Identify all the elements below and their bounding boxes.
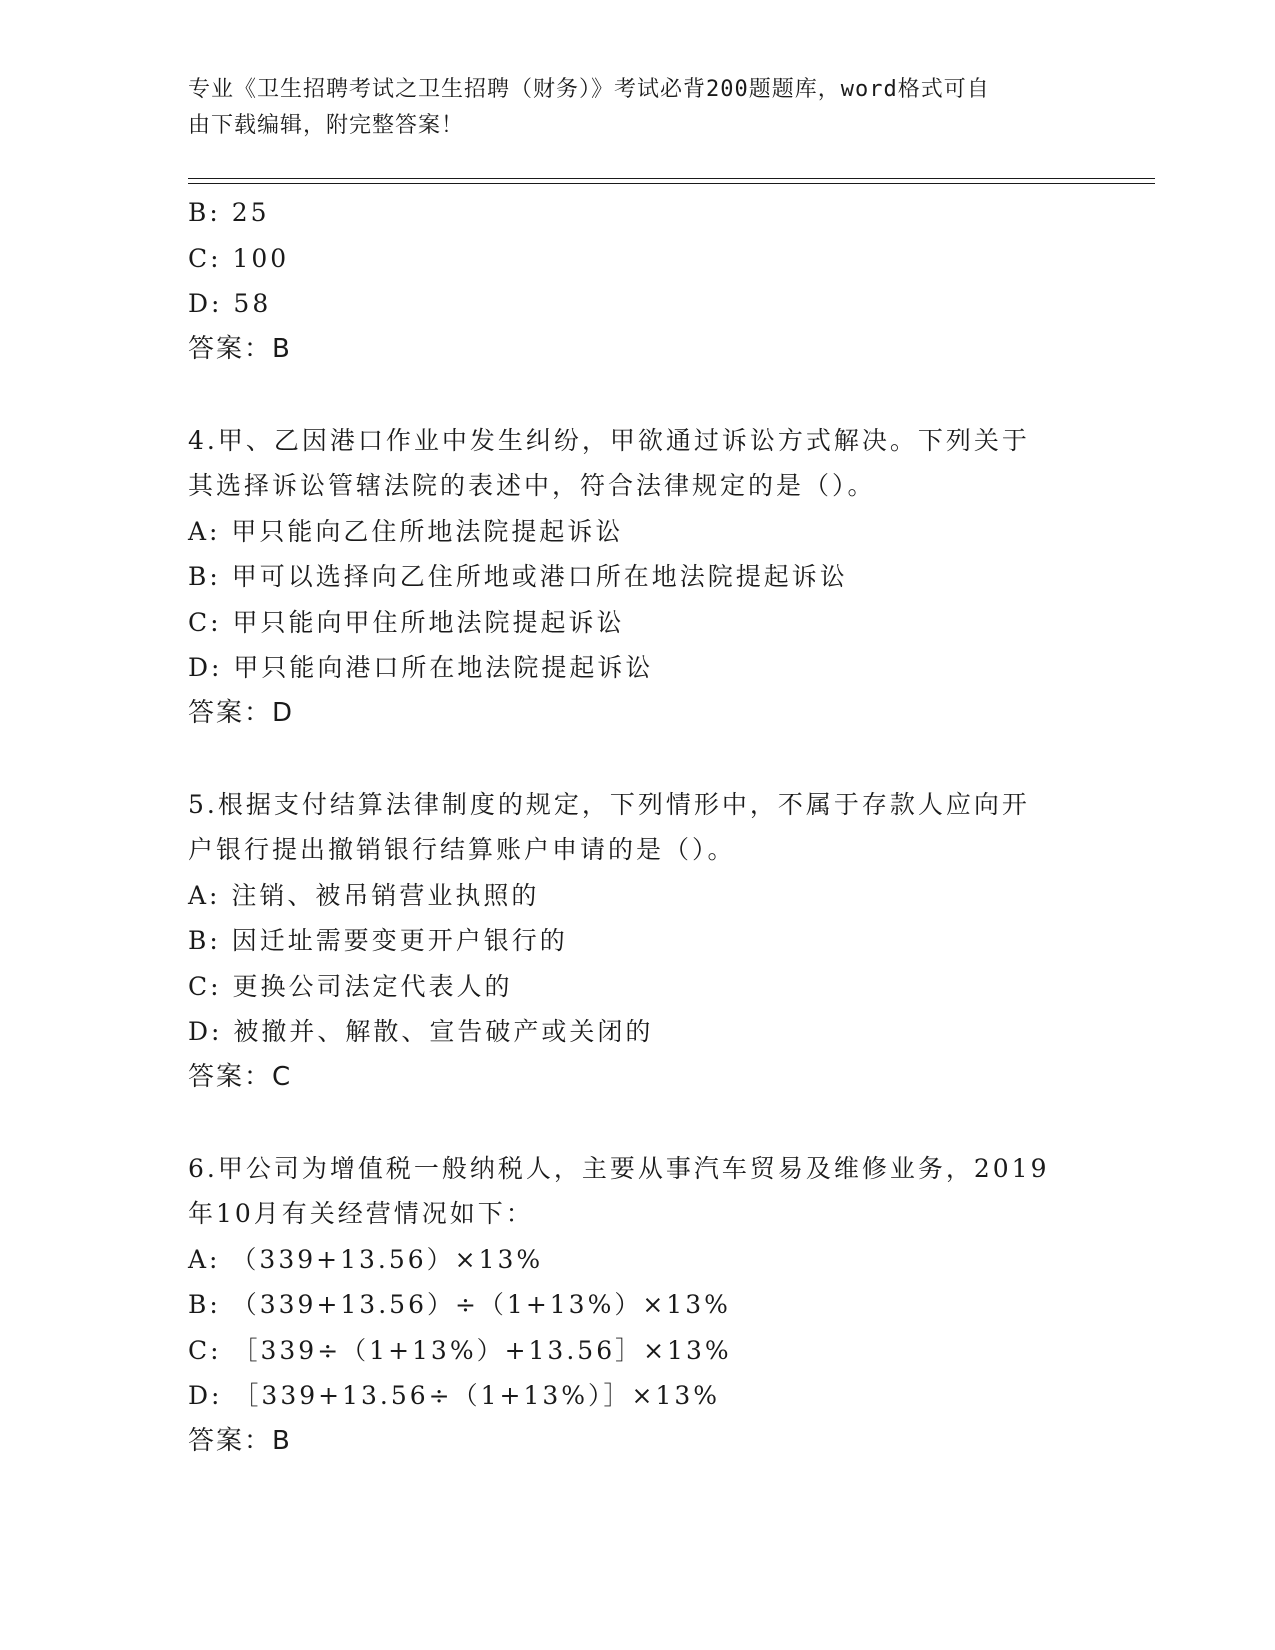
option-c: C: 100 (188, 243, 290, 273)
question-text-line: 其选择诉讼管辖法院的表述中，符合法律规定的是（）。 (188, 471, 876, 500)
option-d: D: ［339+13.56÷（1+13%）］×13% (188, 1381, 721, 1410)
question-5 (188, 782, 1088, 1101)
option-a: A: 注销、被吊销营业执照的 (188, 880, 540, 910)
question-text-line: 年10月有关经营情况如下： (188, 1199, 534, 1228)
question-6 (188, 1146, 1088, 1465)
answer: 答案：B (188, 333, 292, 364)
option-d: D: 58 (188, 289, 272, 318)
option-b: B: 甲可以选择向乙住所地或港口所在地法院提起诉讼 (188, 562, 848, 591)
spacer (188, 1100, 1088, 1146)
answer: 答案：D (188, 697, 295, 728)
question-list (188, 190, 1088, 1464)
answer: 答案：C (188, 1061, 293, 1092)
question-text-line: 6.甲公司为增值税一般纳税人，主要从事汽车贸易及维修业务，2019 (188, 1153, 1050, 1183)
option-d: D: 甲只能向港口所在地法院提起诉讼 (188, 653, 654, 682)
spacer (188, 372, 1088, 418)
header-rule-top (188, 178, 1155, 179)
option-a: A: 甲只能向乙住所地法院提起诉讼 (188, 516, 624, 546)
header-line-2: 由下载编辑，附完整答案！ (188, 113, 465, 138)
question-text-line: 户银行提出撤销银行结算账户申请的是（）。 (188, 835, 736, 864)
question-3-tail (188, 190, 1088, 372)
question-4 (188, 418, 1088, 737)
option-b: B: 25 (188, 198, 270, 227)
option-c: C: 甲只能向甲住所地法院提起诉讼 (188, 607, 625, 637)
question-text-line: 5.根据支付结算法律制度的规定，下列情形中，不属于存款人应向开 (188, 789, 1030, 819)
option-a: A: （339+13.56）×13% (188, 1244, 544, 1274)
option-b: B: （339+13.56）÷（1+13%）×13% (188, 1290, 731, 1319)
header-line-1: 专业《卫生招聘考试之卫生招聘（财务）》考试必背200题题库，word格式可自 (188, 77, 990, 102)
header-rule-bottom (188, 183, 1155, 184)
document-header (188, 72, 1068, 144)
option-c: C: 更换公司法定代表人的 (188, 971, 513, 1001)
question-text-line: 4.甲、乙因港口作业中发生纠纷，甲欲通过诉讼方式解决。下列关于 (188, 425, 1030, 455)
answer: 答案：B (188, 1425, 292, 1456)
option-b: B: 因迁址需要变更开户银行的 (188, 926, 568, 955)
option-c: C: ［339÷（1+13%）+13.56］×13% (188, 1335, 732, 1365)
option-d: D: 被撤并、解散、宣告破产或关闭的 (188, 1017, 654, 1046)
spacer (188, 736, 1088, 782)
